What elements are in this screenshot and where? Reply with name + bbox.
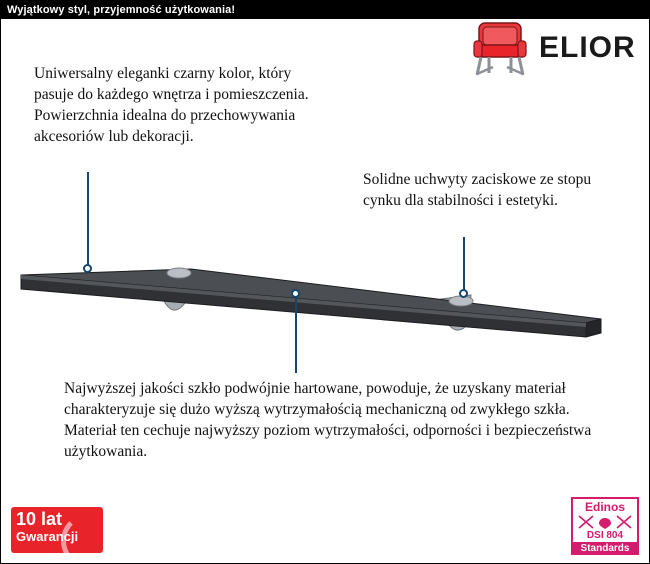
top-banner-slogan: Wyjątkowy styl, przyjemność użytkowania! <box>1 1 649 19</box>
edinos-name: Edinos <box>584 500 625 514</box>
leader-line-brackets <box>463 237 465 293</box>
edinos-standards: Standards <box>573 542 637 555</box>
leader-line-tempered-glass <box>295 297 297 373</box>
edinos-mark-icon <box>573 514 637 530</box>
glass-shelf-panel <box>21 269 601 337</box>
callout-text-color-surface: Uniwersalny eleganki czarny kolor, który pasuje do każdego wnętrza i pomieszczenia. Powierzchnia idealna do przechowywania akcesoriów lub dekoracji. <box>34 65 309 145</box>
warranty-years: 10 lat <box>16 509 63 529</box>
brand-name: ELIOR <box>539 31 636 64</box>
clamp-knob-left <box>167 268 191 278</box>
callout-text-brackets: Solidne uchwyty zaciskowe ze stopu cynku dla stabilności i estetyki. <box>363 171 592 209</box>
wall-shelf-illustration <box>1 241 650 371</box>
hotspot-dot-brackets <box>459 289 468 298</box>
edinos-certification-badge <box>571 497 639 555</box>
warranty-badge <box>11 507 103 553</box>
leader-line-color-surface <box>87 172 89 268</box>
callout-text-tempered-glass: Najwyższej jakości szkło podwójnie hartowane, powoduje, że uzyskany materiał charakteryzuje się dużo wyższą wytrzymałością mechaniczną od zwykłego szkła. Materiał ten cechuje najwyższy poziom wytrzymałości, odporności i bezpieczeństwa użytkowania. <box>64 380 592 460</box>
hotspot-dot-color-surface <box>83 264 92 273</box>
red-armchair-icon <box>469 17 531 79</box>
edinos-code: DSI 804 <box>586 530 624 541</box>
warranty-label: Gwarancji <box>16 529 79 544</box>
brand-logo <box>463 17 636 79</box>
hotspot-dot-tempered-glass <box>291 289 300 298</box>
